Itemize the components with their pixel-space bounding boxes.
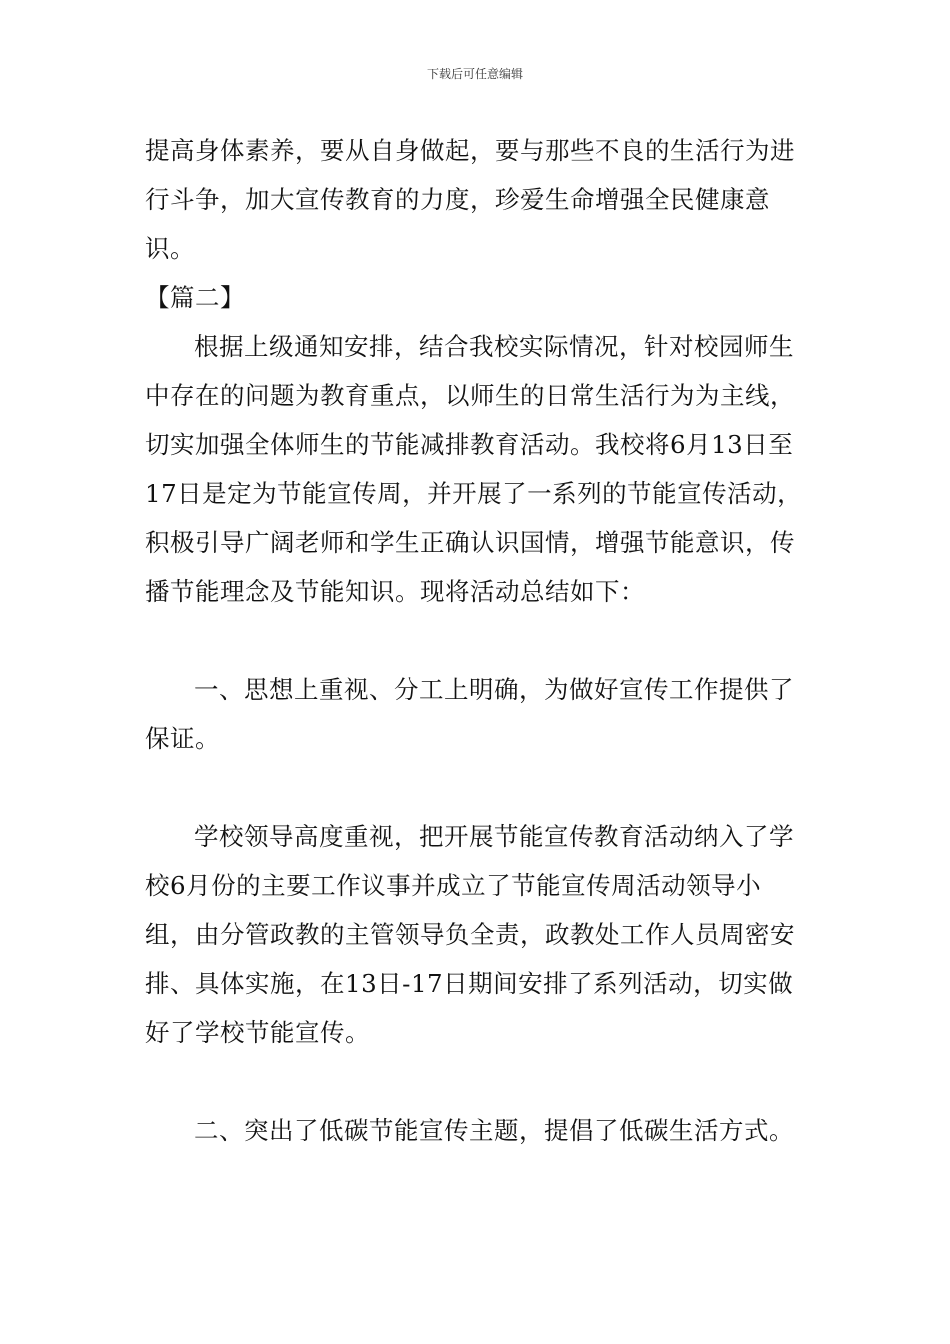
- heading-point-one: 一、思想上重视、分工上明确，为做好宣传工作提供了保证。: [145, 675, 794, 753]
- blank-line: [145, 763, 810, 812]
- paragraph-intro: 提高身体素养，要从自身做起，要与那些不良的生活行为进行斗争，加大宣传教育的力度，珍爱生命增强全民健康意识。: [145, 136, 795, 263]
- blank-line: [145, 1057, 810, 1106]
- page-header: 下载后可任意编辑: [426, 67, 523, 81]
- document-body: [145, 126, 810, 1155]
- heading-point-two: 二、突出了低碳节能宣传主题，提倡了低碳生活方式。: [194, 1116, 794, 1145]
- section-title: 【篇二】: [145, 283, 245, 312]
- paragraph-overview: 根据上级通知安排，结合我校实际情况，针对校园师生中存在的问题为教育重点，以师生的日常生活行为为主线，切实加强全体师生的节能减排教育活动。我校将6月13日至17日是定为节能宣传周，并开展了一系列的节能宣传活动，积极引导广阔老师和学生正确认识国情，增强节能意识，传播节能理念及节能知识。现将活动总结如下：: [145, 332, 803, 606]
- blank-line: [145, 616, 810, 665]
- paragraph-point-one: 学校领导高度重视，把开展节能宣传教育活动纳入了学校6月份的主要工作议事并成立了节能宣传周活动领导小组，由分管政教的主管领导负全责，政教处工作人员周密安排、具体实施，在13日-17日期间安排了系列活动，切实做好了学校节能宣传。: [145, 822, 795, 1047]
